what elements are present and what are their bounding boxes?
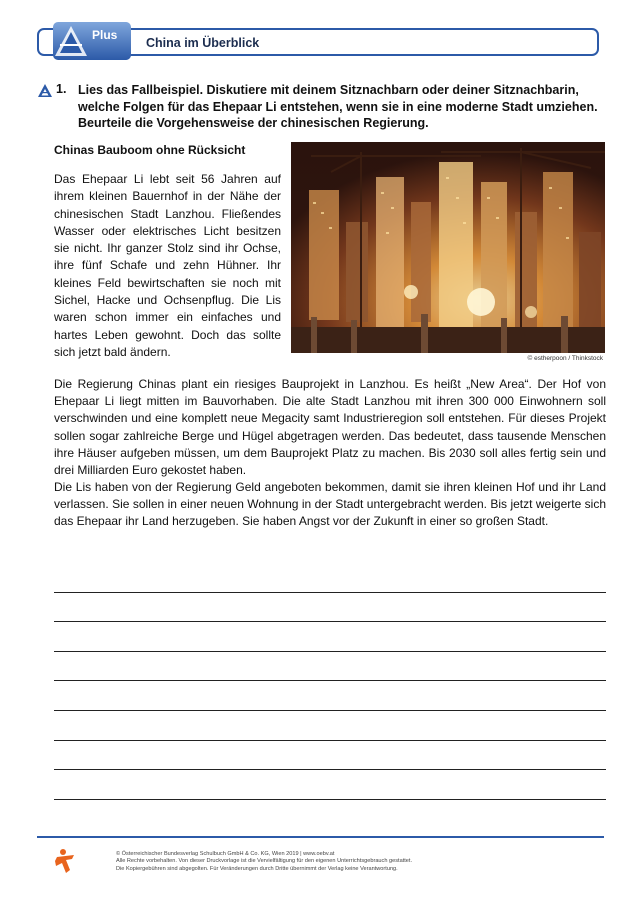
plus-logo bbox=[53, 22, 131, 60]
writing-line-1 bbox=[54, 592, 606, 593]
article-paragraph-2: Die Regierung Chinas plant ein riesiges Bauprojekt in Lanzhou. Es heißt „New Area“. Der Hof von Ehepaar Li liegt mitten im Bauvorhaben. Die alte Stadt Lanzhou mit ihren 300 000 Einwohnern soll verschwinden und eine komplett neue Megacity samt Industrieregion soll entstehen. Für dieses Projekt sollen sogar zahlreiche Berge und Hügel abgetragen werden. Das bedeutet, dass tausende Menschen ihre Häuser aufgeben müssen, um dem Bauprojekt Platz zu machen. Bis 2030 soll alles fertig sein und drei Milliarden Euro gekostet haben. bbox=[54, 377, 606, 478]
footer-line-3: Die Kopiergebühren sind abgegolten. Für Veränderungen durch Dritte übernimmt der Verlag keine Verantwortung. bbox=[116, 865, 398, 872]
task-triangle-icon bbox=[38, 84, 52, 97]
article-title: Chinas Bauboom ohne Rücksicht bbox=[54, 143, 246, 157]
task-number: 1. bbox=[56, 82, 67, 96]
writing-line-2 bbox=[54, 621, 606, 622]
writing-line-4 bbox=[54, 680, 606, 681]
logo-badge: Plus bbox=[92, 28, 118, 42]
writing-line-6 bbox=[54, 740, 606, 741]
photo-credit: © estherpoon / Thinkstock bbox=[527, 355, 603, 362]
footer-copyright bbox=[116, 851, 586, 873]
city-construction-photo bbox=[291, 142, 605, 353]
footer-line-1: © Österreichischer Bundesverlag Schulbuch GmbH & Co. KG, Wien 2019 | www.oebv.at bbox=[116, 851, 335, 857]
task-instruction: Lies das Fallbeispiel. Diskutiere mit deinem Sitznachbarn oder deiner Sitznachbarin, welche Folgen für das Ehepaar Li entstehen, wenn sie in eine moderne Stadt umziehen. Beurteile die Vorgehensweise der chinesischen Regierung. bbox=[78, 83, 598, 130]
page-title: China im Überblick bbox=[146, 36, 260, 50]
writing-line-8 bbox=[54, 799, 606, 800]
publisher-logo-icon bbox=[52, 848, 80, 876]
writing-line-5 bbox=[54, 710, 606, 711]
article-paragraph-3: Die Lis haben von der Regierung Geld angeboten bekommen, damit sie ihren kleinen Hof und ihr Land verlassen. Sie sollen in einer neuen Wohnung in der Stadt untergebracht werden. Bis jetzt weigerte sich das Ehepaar ihr Land herzugeben. Sie haben Angst vor der Zukunft in einer so großen Stadt. bbox=[54, 480, 606, 529]
footer-line-2: Alle Rechte vorbehalten. Von dieser Druckvorlage ist die Vervielfältigung für den eigenen Unterrichtsgebrauch gestattet. bbox=[116, 858, 413, 865]
footer-divider bbox=[37, 836, 604, 838]
writing-line-3 bbox=[54, 651, 606, 652]
writing-line-7 bbox=[54, 769, 606, 770]
article-paragraph-1: Das Ehepaar Li lebt seit 56 Jahren auf ihrem kleinen Bauernhof in der Nähe der chinesischen Stadt Lanzhou. Fließendes Wasser oder elektrisches Licht besitzen sie nicht. Ihr ganzer Stolz sind ihr Ochse, ihre fünf Schafe und zehn Hühner. Ihr kleines Feld bewirtschaften sie noch mit Sichel, Hacke und Ochsenpflug. Die Lis waren schon immer ein einfaches und hartes Leben gewohnt. Doch das sollte sich jetzt bald ändern. bbox=[54, 172, 281, 359]
